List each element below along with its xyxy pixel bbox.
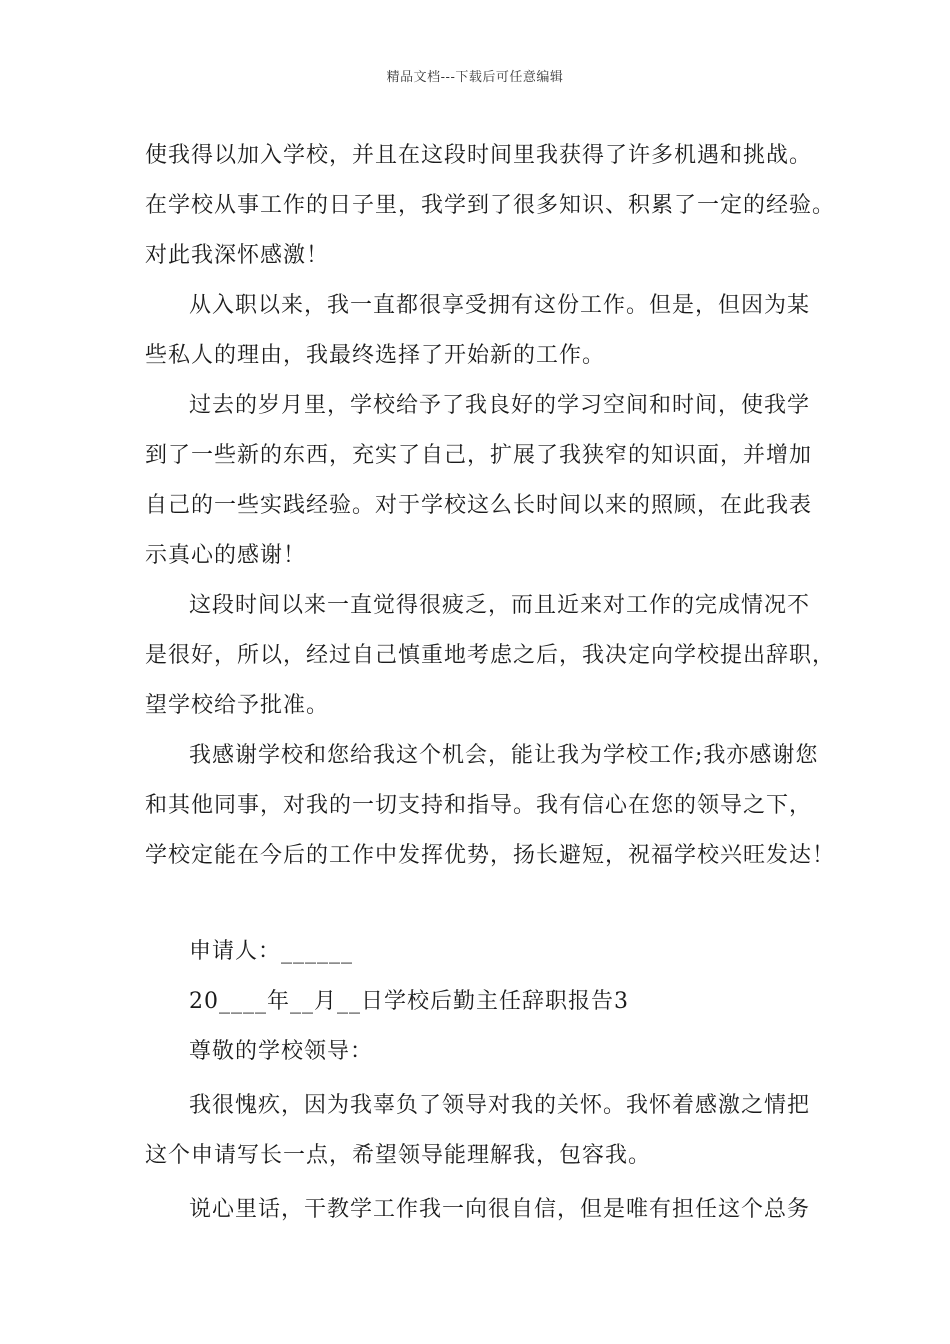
paragraph-first-line: 过去的岁月里，学校给予了我良好的学习空间和时间，使我学 xyxy=(189,393,811,418)
paragraph-first-line: 我很愧疚，因为我辜负了领导对我的关怀。我怀着感激之情把 xyxy=(189,1093,811,1118)
text-line: 使我得以加入学校，并且在这段时间里我获得了许多机遇和挑战。 xyxy=(145,143,813,168)
text-line: 些私人的理由，我最终选择了开始新的工作。 xyxy=(145,343,606,368)
page-header: 精品文档---下载后可任意编辑 xyxy=(386,70,564,85)
paragraph-first-line: 我感谢学校和您给我这个机会，能让我为学校工作;我亦感谢您 xyxy=(189,743,819,768)
text-line: 望学校给予批准。 xyxy=(145,693,330,718)
text-line: 和其他同事，对我的一切支持和指导。我有信心在您的领导之下， xyxy=(145,793,813,818)
text-line: 示真心的感谢！ xyxy=(145,543,307,568)
date-and-title-line: 20____年__月__日学校后勤主任辞职报告3 xyxy=(189,989,629,1014)
text-line: 到了一些新的东西，充实了自己，扩展了我狭窄的知识面，并增加 xyxy=(145,443,813,468)
text-line: 学校定能在今后的工作中发挥优势，扬长避短，祝福学校兴旺发达！ xyxy=(145,843,836,868)
paragraph-first-line: 说心里话，干教学工作我一向很自信，但是唯有担任这个总务 xyxy=(189,1197,811,1222)
document-body xyxy=(145,131,835,1235)
paragraph-first-line: 这段时间以来一直觉得很疲乏，而且近来对工作的完成情况不 xyxy=(189,593,811,618)
text-line: 自己的一些实践经验。对于学校这么长时间以来的照顾，在此我表 xyxy=(145,493,813,518)
applicant-signature-line: 申请人：______ xyxy=(189,939,354,964)
text-line: 在学校从事工作的日子里，我学到了很多知识、积累了一定的经验。 xyxy=(145,193,836,218)
text-line: 是很好，所以，经过自己慎重地考虑之后，我决定向学校提出辞职， xyxy=(145,643,836,668)
text-line: 对此我深怀感激！ xyxy=(145,243,330,268)
salutation: 尊敬的学校领导： xyxy=(189,1039,374,1064)
blank-space xyxy=(145,881,835,927)
paragraph-first-line: 从入职以来，我一直都很享受拥有这份工作。但是，但因为某 xyxy=(189,293,811,318)
text-line: 这个申请写长一点，希望领导能理解我，包容我。 xyxy=(145,1143,652,1168)
